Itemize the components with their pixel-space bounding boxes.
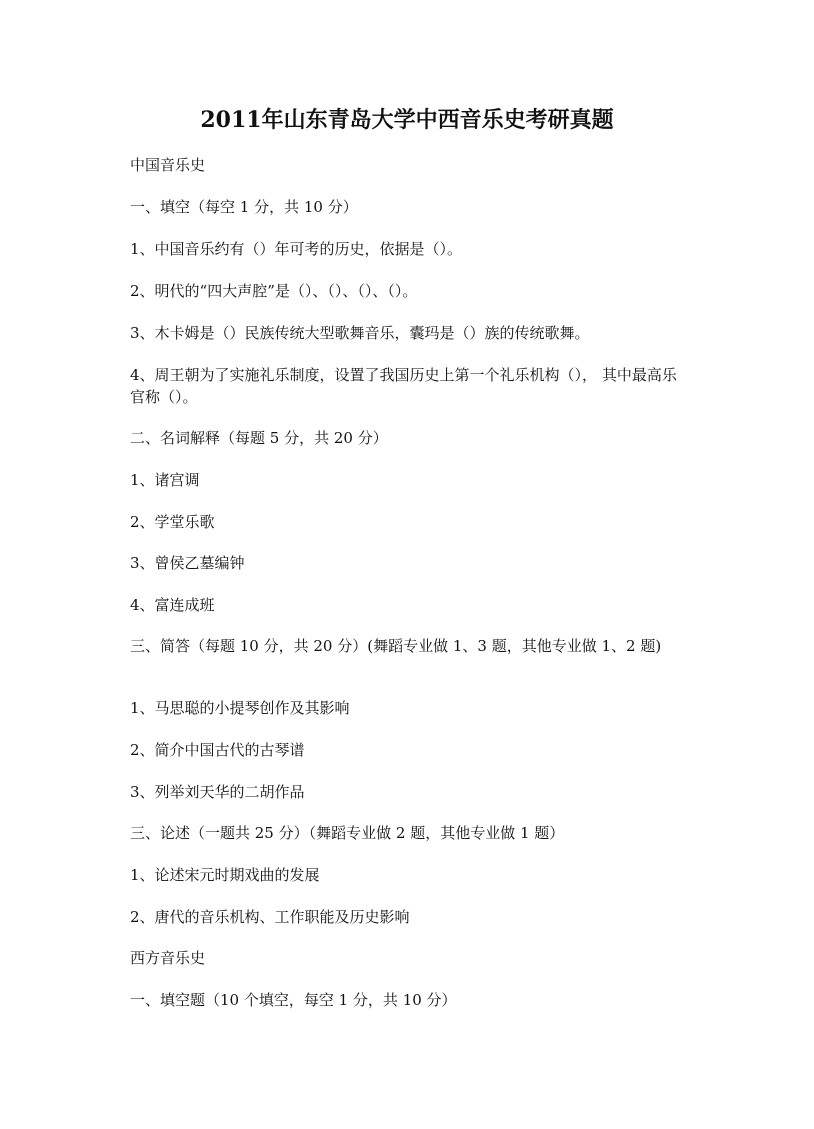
part-heading-western-fill-in: 一、填空题（10 个填空，每空 1 分，共 10 分） [130,991,457,1009]
question-term-4: 4、富连成班 [130,596,215,614]
question-short-answer-3: 3、列举刘天华的二胡作品 [130,783,305,801]
question-term-3: 3、曾侯乙墓编钟 [130,554,245,572]
part-heading-fill-in: 一、填空（每空 1 分，共 10 分） [130,198,358,216]
question-essay-1: 1、论述宋元时期戏曲的发展 [130,866,320,884]
question-fill-4: 4、周王朝为了实施礼乐制度，设置了我国历史上第一个礼乐机构（）， 其中最高乐官称（）。 [130,366,677,406]
question-fill-2: 2、明代的“四大声腔”是（）、（）、（）、（）。 [130,282,418,300]
section-heading-chinese-music-history: 中国音乐史 [130,156,206,174]
question-essay-2: 2、唐代的音乐机构、工作职能及历史影响 [130,908,410,926]
question-fill-1: 1、中国音乐约有（）年可考的历史，依据是（）。 [130,240,463,258]
page-title: 2011年山东青岛大学中西音乐史考研真题 [200,107,614,133]
section-heading-western-music-history: 西方音乐史 [130,949,206,967]
part-heading-essay: 三、论述（一题共 25 分）（舞蹈专业做 2 题，其他专业做 1 题） [130,824,565,842]
part-heading-term-explanation: 二、名词解释（每题 5 分，共 20 分） [130,429,388,447]
question-short-answer-2: 2、简介中国古代的古琴谱 [130,741,305,759]
question-short-answer-1: 1、马思聪的小提琴创作及其影响 [130,699,350,717]
part-heading-short-answer: 三、简答（每题 10 分，共 20 分）(舞蹈专业做 1、3 题，其他专业做 1、2 题) [130,637,662,655]
question-fill-3: 3、木卡姆是（）民族传统大型歌舞音乐，囊玛是（）族的传统歌舞。 [130,324,590,342]
question-term-2: 2、学堂乐歌 [130,513,215,531]
question-term-1: 1、诸宫调 [130,471,200,489]
